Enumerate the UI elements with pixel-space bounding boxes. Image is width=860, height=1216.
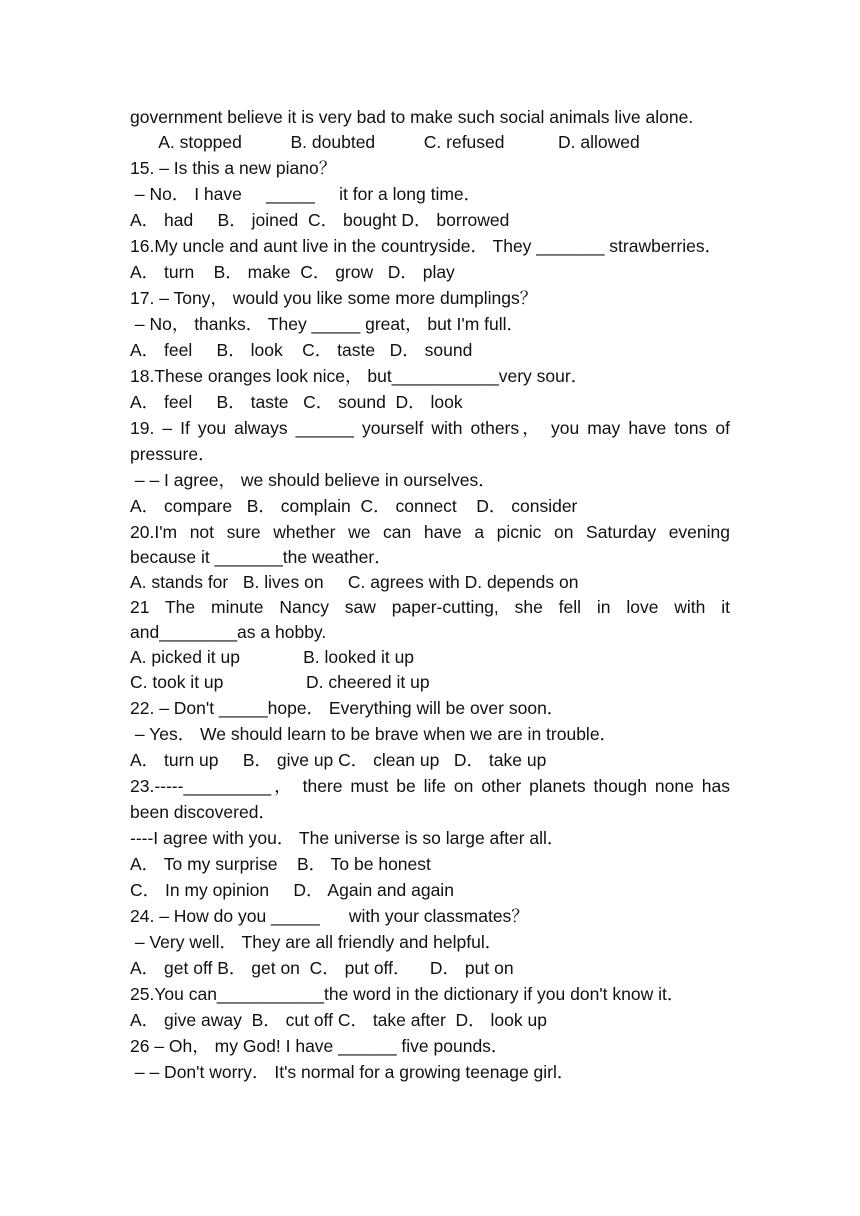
options-line: A． had B． joined C． bought D． borrowed xyxy=(130,210,510,230)
question-20: 20.I'm not sure whether we can have a picnic on Saturday evening xyxy=(130,522,730,542)
options-line: A. stopped B. doubted C. refused D. allowed xyxy=(130,132,640,152)
question-19: 19. – If you always ______ yourself with others， you may have tons of xyxy=(130,418,730,438)
question-25: 25.You can___________the word in the dictionary if you don't know it． xyxy=(130,984,685,1004)
question-24: 24. – How do you _____ with your classmates？ xyxy=(130,906,529,926)
text-line: – No． I have _____ it for a long time． xyxy=(130,184,482,204)
text-line: because it _______the weather． xyxy=(130,547,392,567)
options-line: A． give away B． cut off C． take after D． look up xyxy=(130,1010,547,1030)
options-line: A． feel B． look C． taste D． sound xyxy=(130,340,473,360)
question-18: 18.These oranges look nice， but___________very sour． xyxy=(130,366,589,386)
text-line: been discovered． xyxy=(130,802,276,822)
question-22: 22. – Don't _____hope． Everything will be over soon． xyxy=(130,698,565,718)
question-15: 15. – Is this a new piano？ xyxy=(130,158,337,178)
options-line: C. took it up D. cheered it up xyxy=(130,672,430,692)
options-line: A． compare B． complain C． connect D． consider xyxy=(130,496,578,516)
text-line: – Yes． We should learn to be brave when we are in trouble． xyxy=(130,724,618,744)
text-line: – Very well． They are all friendly and helpful． xyxy=(130,932,503,952)
options-line: C． In my opinion D． Again and again xyxy=(130,880,454,900)
exam-text xyxy=(130,104,730,1085)
text-line: – – Don't worry． It's normal for a growing teenage girl． xyxy=(130,1062,575,1082)
question-23: 23.-----_________， there must be life on other planets though none has xyxy=(130,776,730,796)
text-line: ----I agree with you． The universe is so large after all． xyxy=(130,828,565,848)
options-line: A． feel B． taste C． sound D． look xyxy=(130,392,463,412)
options-line: A． get off B． get on C． put off． D． put on xyxy=(130,958,514,978)
options-line: A． To my surprise B． To be honest xyxy=(130,854,431,874)
text-line: – No， thanks． They _____ great， but I'm full． xyxy=(130,314,525,334)
text-line: – – I agree， we should believe in ourselves． xyxy=(130,470,496,490)
text-line: and________as a hobby. xyxy=(130,622,327,642)
options-line: A. stands for B. lives on C. agrees with D. depends on xyxy=(130,572,579,592)
text-line: government believe it is very bad to make such social animals live alone. xyxy=(130,107,694,127)
text-line: pressure． xyxy=(130,444,216,464)
options-line: A． turn up B． give up C． clean up D． take up xyxy=(130,750,547,770)
options-line: A. picked it up B. looked it up xyxy=(130,647,415,667)
question-21: 21 The minute Nancy saw paper-cutting, she fell in love with it xyxy=(130,597,730,617)
question-26: 26 – Oh， my God! I have ______ five pounds． xyxy=(130,1036,509,1056)
question-17: 17. – Tony， would you like some more dumplings？ xyxy=(130,288,538,308)
question-16: 16.My uncle and aunt live in the countryside． They _______ strawberries． xyxy=(130,236,723,256)
options-line: A． turn B． make C． grow D． play xyxy=(130,262,455,282)
